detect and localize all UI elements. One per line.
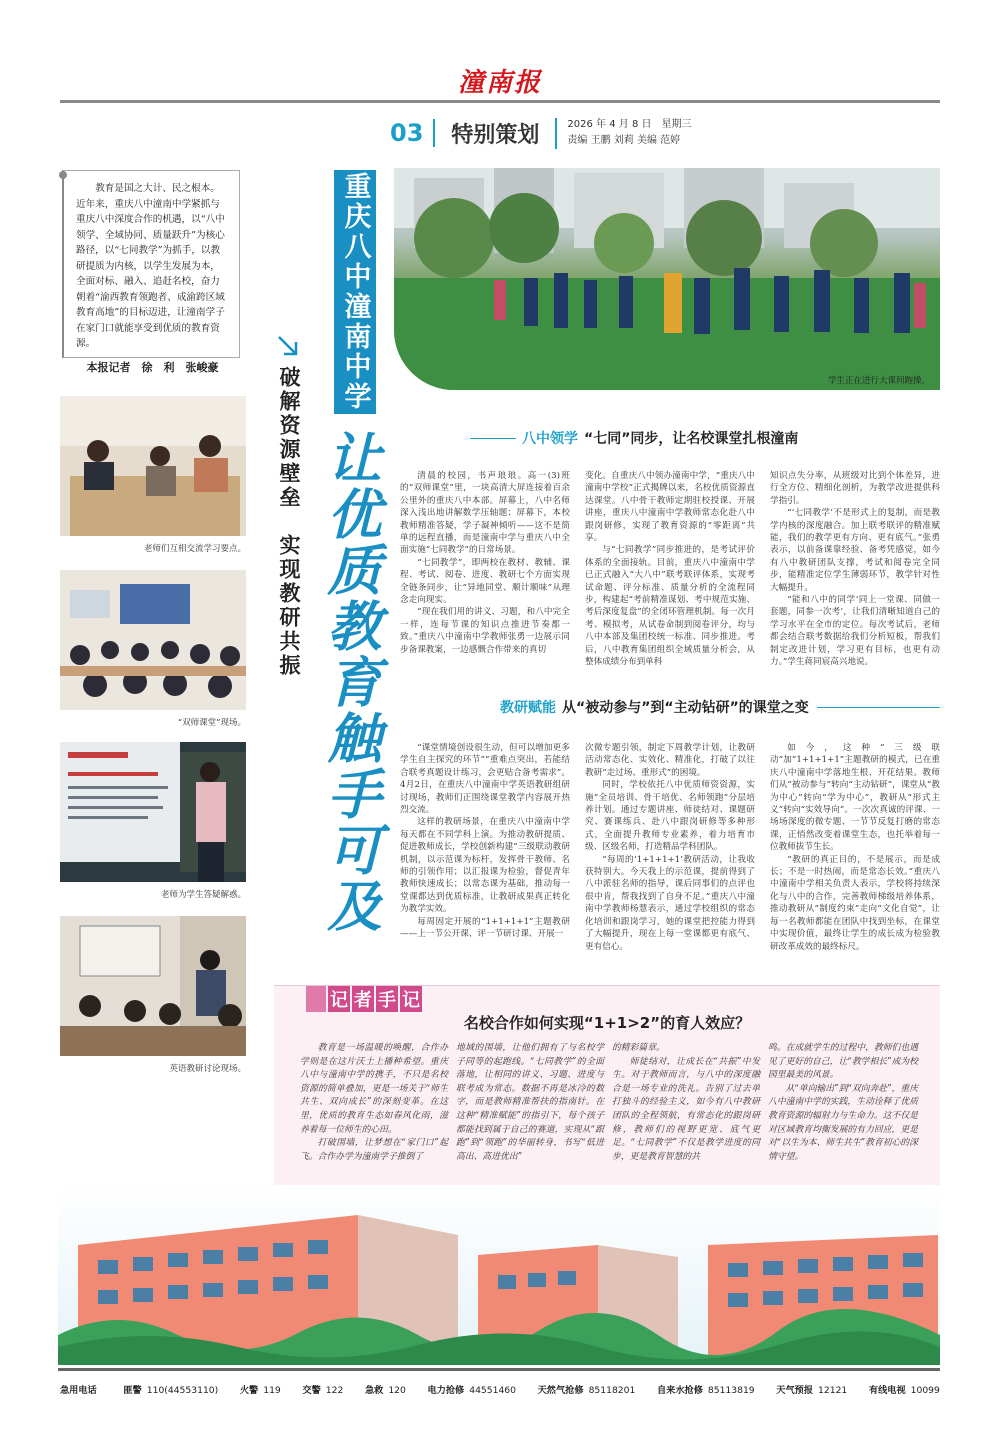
hotline-item xyxy=(657,1382,755,1396)
intro-text: 教育是国之大计、民之根本。近年来，重庆八中潼南中学紧抓与重庆八中深度合作的机遇，以“八中领学、全域协同、质量跃升”为核心路径，以“七同教学”为抓手，以教研提质为内核，以学生发展为本，全面对标、融入、追赶名校，奋力朝着“渝西教育领跑者、成渝跨区域教育高地”的目标迈进，让潼南学子在家门口就能享受到优质的教育资源。 xyxy=(76,183,225,349)
masthead xyxy=(0,62,1000,99)
tag-decoration xyxy=(306,986,326,1012)
hotline-label: 急救 xyxy=(364,1385,384,1396)
tag-char: 手 xyxy=(376,986,398,1012)
emergency-hotlines xyxy=(60,1382,940,1396)
note-col2 xyxy=(456,1042,604,1164)
hotline-number: 119 xyxy=(263,1385,281,1396)
hotline-item xyxy=(365,1382,406,1396)
section1-tag: 八中领学 xyxy=(522,431,578,447)
note-col1 xyxy=(300,1042,448,1164)
paragraph: 从“单向输出”到“双向奔赴”，重庆八中潼南中学的实践，生动诠释了优质教育资源的辐射力与生命力。这不仅是对区域教育均衡发展的有力回应，更是对“以生为本、师生共生”教育初心的深情守望。 xyxy=(768,1083,918,1162)
top-rule xyxy=(60,100,940,103)
intro-box xyxy=(62,170,240,374)
paragraph: 的精彩篇章。 xyxy=(612,1043,665,1053)
reporter-note-title: 名校合作如何实现“1+1>2”的育人效应？ xyxy=(463,1014,751,1032)
paragraph: 次微专题引领，制定下周教学计划，让教研活动常态化、实效化、精准化，打破了以往教研“走过场、重形式”的困境。 xyxy=(585,743,755,778)
section2-col3 xyxy=(770,742,940,953)
hero-caption: 学生正在进行大课间跑操。 xyxy=(827,376,930,386)
hotline-label: 电力抢修 xyxy=(427,1385,465,1396)
hotline-label: 天气预报 xyxy=(776,1385,814,1396)
hotline-number: 85113819 xyxy=(707,1385,755,1396)
section2-col2 xyxy=(585,742,755,953)
bottom-rule xyxy=(58,1368,940,1371)
tag-char: 者 xyxy=(352,986,374,1012)
issue-date: 2026 年 4 月 8 日 星期三 xyxy=(567,119,692,130)
photo3-caption: 老师为学生答疑解惑。 xyxy=(160,890,246,900)
hotline-label: 火警 xyxy=(239,1385,259,1396)
hotline-label: 急用电话 xyxy=(60,1385,97,1396)
hotline-label: 有线电视 xyxy=(868,1385,906,1396)
photo-english-teaching-seminar xyxy=(60,916,246,1056)
hotline-label: 自来水抢修 xyxy=(656,1385,703,1396)
hotline-item xyxy=(60,1382,102,1396)
paragraph: 与“七同教学”同步推进的，是考试评价体系的全面接轨。目前，重庆八中潼南中学已正式融入“大八中”联考联评体系，实现考试命题、评分标准、质量分析的全流程同步，构建起“考前精准谋划、考中规范实施、考后深度复盘”的全闭环管理机制。每一次月考、模拟考，从试卷命制到阅卷评分，均与八中本部及集团校统一标准、同步推进。考后，八中教育集团组织全域质量分析会，从整体成绩分布到单科 xyxy=(585,545,755,668)
page-header xyxy=(390,116,692,150)
photo-dual-teacher-classroom xyxy=(60,570,246,710)
page-number: 03 xyxy=(390,119,435,147)
note-col4 xyxy=(768,1042,918,1164)
paragraph: “教研的真正目的，不是展示，而是成长；不是一时热闹，而是常态长效。”重庆八中潼南中学相关负责人表示，学校将持续深化与八中的合作，完善教师梯级培养体系，推动教研从“制度约束”走向“文化自觉”，让每一名教师都能在团队中找到坐标，在课堂中实现价值，最终让学生的成长成为检验教研改革成效的最终标尺。 xyxy=(770,854,940,952)
paragraph: 同时，学校依托八中优质师资资源，实施“全员培训、骨干培优、名师领跑”分层培养计划。通过专题讲座、师徒结对、课题研究、赛课练兵、赴八中跟岗研修等多种形式，全面提升教师专业素养，着力培育市级、区级名师，打造精品学科团队。 xyxy=(585,780,755,853)
paragraph: “课堂情境创设很生动，但可以增加更多学生自主探究的环节”“重难点突出，若能结合联考真题设计练习，会更贴合备考需求”。4月2日，在重庆八中潼南中学英语教研组研讨现场，教师们正围绕课堂教学内容展开热烈交流。 xyxy=(400,743,570,816)
photo2-caption: “双师课堂”现场。 xyxy=(177,718,246,728)
section1-col1 xyxy=(400,470,570,656)
photo-teacher-answering xyxy=(60,742,246,882)
paragraph: 清晨的校园，书声琅琅。高一(3)班的“双师课堂”里，一块高清大屏连接着百余公里外的重庆八中本部。屏幕上，八中名师深入浅出地讲解数学压轴题；屏幕下，本校教师精准答疑，学子凝神倾听——这不是简单的远程直播，而是潼南中学与重庆八中全面实施“七同教学”的日常场景。 xyxy=(400,471,570,556)
hotline-item xyxy=(776,1382,847,1396)
paragraph: 变化。自重庆八中领办潼南中学，“重庆八中潼南中学校”正式揭牌以来，名校优质资源直达课堂。八中骨干教师定期驻校授课、开展讲座，重庆八中潼南中学教师常态化赴八中跟岗研修，实现了教育资源的“零距离”共享。 xyxy=(585,471,755,544)
paragraph: 地域的围墙，让他们拥有了与名校学子同等的起跑线。“七同教学”的全面落地，让相同的讲义、习题、进度与联考成为常态。数据不再是冰冷的数字，而是教师精准帮扶的指南针。在这种“精准赋能”的指引下，每个孩子都能找到属于自己的赛道，实现从“跟跑”到“领跑”的华丽转身，书写“低进高出、高进优出” xyxy=(456,1043,604,1162)
heading-rule xyxy=(817,707,940,708)
hotline-number: 12121 xyxy=(818,1385,848,1396)
hotline-number: 10099 xyxy=(910,1385,940,1396)
hotline-item xyxy=(123,1382,218,1396)
note-col3 xyxy=(612,1042,760,1164)
subheadline: 破解资源壁垒 实现教研共振 xyxy=(277,366,302,678)
section2-col1 xyxy=(400,742,570,941)
paragraph: 打破围墙，让梦想在“家门口”起飞。合作办学为潼南学子推倒了 xyxy=(300,1138,448,1162)
paragraph: “每周的‘1+1+1+1’教研活动，让我收获特别大。今天我上的示范课，提前得到了八中派驻名师的指导，课后同事们的点评也很中肯，帮我找到了自身不足。”重庆八中潼南中学教师杨慧表示，通过学校组织的常态化培训和跟岗学习，她的课堂把控能力得到了大幅提升，现在上每一堂课都更有底气、更有信心。 xyxy=(585,854,755,952)
date-block xyxy=(557,117,691,149)
paragraph: “能和八中的同学‘同上一堂课、同做一套题，同参一次考’，让我们清晰知道自己的学习水平在全市的定位。每次考试后，老师都会结合联考数据给我们分析短板，帮我们制定改进计划，学习更有目标，也更有动力。”学生蒋同宸高兴地说。 xyxy=(770,595,940,668)
tag-char: 记 xyxy=(328,986,350,1012)
paragraph: “‘七同教学’不是形式上的复制，而是教学内核的深度融合。加上联考联评的精准赋能，我们的教学更有方向、更有底气。”张勇表示，以前备课靠经验、备考凭感觉，如今有八中教研团队支撑，考试和阅卷完全同步，能精准定位学生薄弱环节，教学针对性大幅提升。 xyxy=(770,508,940,593)
hotline-item xyxy=(302,1382,343,1396)
hotline-label: 天然气抢修 xyxy=(537,1385,584,1396)
hero-photo-students-running xyxy=(394,168,940,390)
photo-teachers-discussion xyxy=(60,396,246,536)
section2-heading xyxy=(500,697,940,717)
hotline-number: 85118201 xyxy=(588,1385,636,1396)
arrow-down-right-icon xyxy=(276,334,300,358)
main-headline: 让优质教育触手可及 xyxy=(319,430,383,934)
hotline-number: 120 xyxy=(388,1385,406,1396)
section-title: 特别策划 xyxy=(435,118,557,149)
photo1-caption: 老师们互相交流学习要点。 xyxy=(143,544,246,554)
hotline-item xyxy=(869,1382,940,1396)
hotline-number: 122 xyxy=(325,1385,344,1396)
bullet-dot-icon xyxy=(59,171,67,179)
section1-col2 xyxy=(585,470,755,669)
hotline-item xyxy=(240,1382,281,1396)
hotline-number: 44551460 xyxy=(469,1385,516,1396)
paragraph: 这样的教研场景，在重庆八中潼南中学每天都在不同学科上演。为推动教研提质、促进教师成长，学校创新构建“三级联动教研机制，以示范课为标杆，发挥骨干教师、名师的引领作用；以汇报课为检验，督促青年教师快速成长；以常态课为基础，推动每一堂课都达到优质标准，让教研成果真正转化为教学实效。 xyxy=(400,817,570,915)
hotline-item xyxy=(427,1382,516,1396)
paragraph: 知识点失分率，从班级对比到个体差异，进行全方位、精细化剖析，为教学改进提供科学指引。 xyxy=(770,471,940,506)
hotline-label: 交警 xyxy=(302,1385,321,1396)
school-name-banner: 重庆八中潼南中学 xyxy=(334,170,376,414)
paragraph: “现在我们用的讲义、习题，和八中完全一样，连每节课的知识点推进节奏都一致。”重庆八中潼南中学教师张勇一边展示同步备课教案，一边感慨合作带来的真切 xyxy=(400,607,570,655)
tag-char: 记 xyxy=(400,986,422,1012)
section1-title: “七同”同步，让名校课堂扎根潼南 xyxy=(584,431,799,447)
paragraph: 每周固定开展的“1+1+1+1”主题教研——上一节公开课、评一节研讨课、开展一 xyxy=(400,916,570,940)
paragraph: 鸣。在成就学生的过程中，教师们也遇见了更好的自己，让“教学相长”成为校园里最美的风景。 xyxy=(768,1043,918,1081)
paragraph: 如今，这种“三级联动”加“1+1+1+1”主题教研的模式，已在重庆八中潼南中学落地生根、开花结果。教师们从“被动参与”转向“主动钻研”，课堂从“教为中心”转向“学为中心”，教研从“形式主义”转向“实效导向”。一次次真诚的评课、一场场深度的微专题、一节节反复打磨的常态课，正悄然改变着课堂生态，也托举着每一位教师拔节生长。 xyxy=(770,743,940,853)
paragraph: “七同教学”，即两校在教材、教辅、课程、考试、阅卷、进度、教研七个方面实现全链条同步，让“异地同堂、顺计顺味”从理念走向现实。 xyxy=(400,557,570,606)
newspaper-logo: 潼南报 xyxy=(457,68,542,98)
reporter-note-tag xyxy=(306,986,422,1012)
section1-heading xyxy=(470,428,940,448)
editors: 责编 王鹏 刘莉 美编 范婷 xyxy=(567,135,681,146)
byline: 本报记者 徐 利 张峻豪 xyxy=(86,360,219,374)
section2-title: 从“被动参与”到“主动钻研”的课堂之变 xyxy=(562,700,809,716)
hotline-number: 110(44553110) xyxy=(146,1385,219,1396)
section2-tag: 教研赋能 xyxy=(500,700,556,716)
paragraph: 教育是一场温暖的唤醒，合作办学则是在这片沃土上播种希望。重庆八中与潼南中学的携手，不只是名校资源的简单叠加，更是一场关于“师生共生、双向成长”的深刻变革。在这里，优质的教育生态如春风化雨，滋养着每一位师生的心田。 xyxy=(300,1043,448,1135)
heading-rule xyxy=(470,438,516,439)
photo4-caption: 英语教研讨论现场。 xyxy=(169,1064,246,1074)
school-buildings-illustration xyxy=(58,1185,940,1365)
hotline-item xyxy=(538,1382,636,1396)
section1-col3 xyxy=(770,470,940,669)
hotline-label: 匪警 xyxy=(123,1385,142,1396)
paragraph: 师徒结对，让成长在“共振”中发生。对于教师而言，与八中的深度融合是一场专业的洗礼。告别了过去单打独斗的经验主义，如今有八中教研团队的全程领航，有常态化的跟岗研修，教师们的视野更宽、底气更足。“七同教学”不仅是教学进度的同步，更是教育智慧的共 xyxy=(612,1056,760,1162)
